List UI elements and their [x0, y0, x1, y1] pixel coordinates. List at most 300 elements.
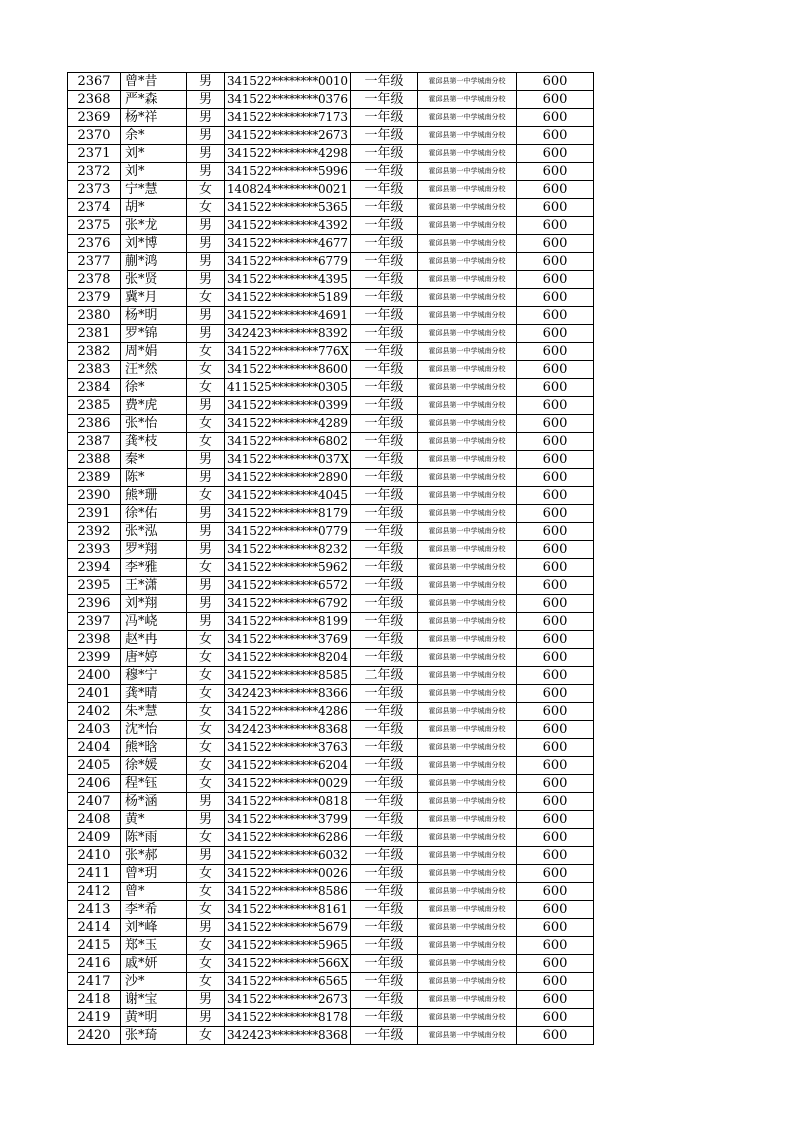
table-row: [68, 469, 594, 487]
table-row: [68, 667, 594, 685]
id-number-cell: 341522********8586: [225, 883, 351, 901]
school-name-cell: 霍邱县第一中学城南分校: [418, 559, 517, 577]
grade-cell: 一年级: [351, 325, 418, 343]
amount-cell: 600: [517, 559, 594, 577]
gender-cell: 男: [187, 451, 225, 469]
id-number-cell: 140824********0021: [225, 181, 351, 199]
row-number-cell: 2387: [68, 433, 121, 451]
id-number-cell: 341522********6204: [225, 757, 351, 775]
table-row: [68, 163, 594, 181]
table-row: [68, 577, 594, 595]
gender-cell: 女: [187, 559, 225, 577]
school-name-cell: 霍邱县第一中学城南分校: [418, 577, 517, 595]
row-number-cell: 2376: [68, 235, 121, 253]
student-name-cell: 杨*祥: [121, 109, 187, 127]
gender-cell: 男: [187, 145, 225, 163]
table-row: [68, 631, 594, 649]
id-number-cell: 341522********8199: [225, 613, 351, 631]
school-name-cell: 霍邱县第一中学城南分校: [418, 703, 517, 721]
grade-cell: 一年级: [351, 595, 418, 613]
school-name-cell: 霍邱县第一中学城南分校: [418, 91, 517, 109]
row-number-cell: 2409: [68, 829, 121, 847]
student-name-cell: 唐*婷: [121, 649, 187, 667]
row-number-cell: 2413: [68, 901, 121, 919]
gender-cell: 女: [187, 865, 225, 883]
grade-cell: 一年级: [351, 109, 418, 127]
row-number-cell: 2389: [68, 469, 121, 487]
school-name-cell: 霍邱县第一中学城南分校: [418, 307, 517, 325]
grade-cell: 一年级: [351, 559, 418, 577]
amount-cell: 600: [517, 91, 594, 109]
school-name-cell: 霍邱县第一中学城南分校: [418, 649, 517, 667]
id-number-cell: 341522********5962: [225, 559, 351, 577]
table-row: [68, 937, 594, 955]
grade-cell: 一年级: [351, 703, 418, 721]
gender-cell: 男: [187, 469, 225, 487]
table-row: [68, 109, 594, 127]
amount-cell: 600: [517, 739, 594, 757]
student-name-cell: 谢*宝: [121, 991, 187, 1009]
row-number-cell: 2382: [68, 343, 121, 361]
amount-cell: 600: [517, 955, 594, 973]
amount-cell: 600: [517, 109, 594, 127]
row-number-cell: 2390: [68, 487, 121, 505]
gender-cell: 女: [187, 721, 225, 739]
amount-cell: 600: [517, 523, 594, 541]
grade-cell: 一年级: [351, 793, 418, 811]
school-name-cell: 霍邱县第一中学城南分校: [418, 721, 517, 739]
id-number-cell: 342423********8392: [225, 325, 351, 343]
table-row: [68, 271, 594, 289]
table-row: [68, 487, 594, 505]
school-name-cell: 霍邱县第一中学城南分校: [418, 667, 517, 685]
grade-cell: 一年级: [351, 811, 418, 829]
student-name-cell: 曾*昔: [121, 73, 187, 91]
student-name-cell: 冀*月: [121, 289, 187, 307]
gender-cell: 女: [187, 631, 225, 649]
row-number-cell: 2394: [68, 559, 121, 577]
school-name-cell: 霍邱县第一中学城南分校: [418, 505, 517, 523]
student-name-cell: 刘*翔: [121, 595, 187, 613]
amount-cell: 600: [517, 343, 594, 361]
student-name-cell: 宁*慧: [121, 181, 187, 199]
student-name-cell: 罗*翔: [121, 541, 187, 559]
amount-cell: 600: [517, 541, 594, 559]
id-number-cell: 341522********0029: [225, 775, 351, 793]
gender-cell: 男: [187, 1009, 225, 1027]
table-row: [68, 919, 594, 937]
school-name-cell: 霍邱县第一中学城南分校: [418, 325, 517, 343]
id-number-cell: 341522********2890: [225, 469, 351, 487]
id-number-cell: 341522********3799: [225, 811, 351, 829]
student-name-cell: 张*郝: [121, 847, 187, 865]
school-name-cell: 霍邱县第一中学城南分校: [418, 973, 517, 991]
grade-cell: 一年级: [351, 307, 418, 325]
student-name-cell: 徐*媛: [121, 757, 187, 775]
student-name-cell: 张*贤: [121, 271, 187, 289]
school-name-cell: 霍邱县第一中学城南分校: [418, 289, 517, 307]
student-name-cell: 刘*峰: [121, 919, 187, 937]
student-subsidy-table: [67, 72, 594, 1045]
student-name-cell: 熊*珊: [121, 487, 187, 505]
amount-cell: 600: [517, 325, 594, 343]
gender-cell: 男: [187, 595, 225, 613]
gender-cell: 男: [187, 919, 225, 937]
row-number-cell: 2399: [68, 649, 121, 667]
student-name-cell: 张*琦: [121, 1027, 187, 1045]
amount-cell: 600: [517, 163, 594, 181]
amount-cell: 600: [517, 505, 594, 523]
gender-cell: 女: [187, 685, 225, 703]
student-name-cell: 李*雅: [121, 559, 187, 577]
grade-cell: 二年级: [351, 667, 418, 685]
grade-cell: 一年级: [351, 163, 418, 181]
amount-cell: 600: [517, 577, 594, 595]
amount-cell: 600: [517, 919, 594, 937]
amount-cell: 600: [517, 757, 594, 775]
gender-cell: 男: [187, 325, 225, 343]
grade-cell: 一年级: [351, 415, 418, 433]
amount-cell: 600: [517, 793, 594, 811]
table-row: [68, 973, 594, 991]
student-name-cell: 刘*: [121, 145, 187, 163]
amount-cell: 600: [517, 289, 594, 307]
school-name-cell: 霍邱县第一中学城南分校: [418, 361, 517, 379]
row-number-cell: 2416: [68, 955, 121, 973]
grade-cell: 一年级: [351, 451, 418, 469]
student-name-cell: 杨*涵: [121, 793, 187, 811]
table-row: [68, 613, 594, 631]
school-name-cell: 霍邱县第一中学城南分校: [418, 991, 517, 1009]
id-number-cell: 341522********4392: [225, 217, 351, 235]
table-row: [68, 991, 594, 1009]
table-row: [68, 343, 594, 361]
gender-cell: 男: [187, 847, 225, 865]
grade-cell: 一年级: [351, 487, 418, 505]
school-name-cell: 霍邱县第一中学城南分校: [418, 415, 517, 433]
row-number-cell: 2396: [68, 595, 121, 613]
school-name-cell: 霍邱县第一中学城南分校: [418, 271, 517, 289]
row-number-cell: 2379: [68, 289, 121, 307]
amount-cell: 600: [517, 865, 594, 883]
table-row: [68, 1027, 594, 1045]
amount-cell: 600: [517, 199, 594, 217]
grade-cell: 一年级: [351, 919, 418, 937]
student-name-cell: 刘*博: [121, 235, 187, 253]
gender-cell: 男: [187, 271, 225, 289]
gender-cell: 男: [187, 505, 225, 523]
student-name-cell: 杨*明: [121, 307, 187, 325]
id-number-cell: 341522********6572: [225, 577, 351, 595]
table-row: [68, 1009, 594, 1027]
amount-cell: 600: [517, 127, 594, 145]
id-number-cell: 341522********6802: [225, 433, 351, 451]
id-number-cell: 341522********4298: [225, 145, 351, 163]
gender-cell: 男: [187, 109, 225, 127]
school-name-cell: 霍邱县第一中学城南分校: [418, 127, 517, 145]
student-name-cell: 李*希: [121, 901, 187, 919]
table-row: [68, 145, 594, 163]
id-number-cell: 341522********776X: [225, 343, 351, 361]
table-row: [68, 127, 594, 145]
grade-cell: 一年级: [351, 739, 418, 757]
table-row: [68, 505, 594, 523]
student-name-cell: 余*: [121, 127, 187, 145]
table-row: [68, 685, 594, 703]
gender-cell: 男: [187, 793, 225, 811]
id-number-cell: 341522********0026: [225, 865, 351, 883]
row-number-cell: 2375: [68, 217, 121, 235]
grade-cell: 一年级: [351, 235, 418, 253]
amount-cell: 600: [517, 307, 594, 325]
table-row: [68, 865, 594, 883]
grade-cell: 一年级: [351, 631, 418, 649]
amount-cell: 600: [517, 811, 594, 829]
school-name-cell: 霍邱县第一中学城南分校: [418, 73, 517, 91]
gender-cell: 女: [187, 955, 225, 973]
grade-cell: 一年级: [351, 271, 418, 289]
amount-cell: 600: [517, 847, 594, 865]
table-row: [68, 559, 594, 577]
grade-cell: 一年级: [351, 91, 418, 109]
school-name-cell: 霍邱县第一中学城南分校: [418, 433, 517, 451]
table-row: [68, 397, 594, 415]
grade-cell: 一年级: [351, 523, 418, 541]
row-number-cell: 2384: [68, 379, 121, 397]
row-number-cell: 2393: [68, 541, 121, 559]
table-row: [68, 793, 594, 811]
id-number-cell: 341522********8585: [225, 667, 351, 685]
amount-cell: 600: [517, 991, 594, 1009]
id-number-cell: 342423********8366: [225, 685, 351, 703]
grade-cell: 一年级: [351, 505, 418, 523]
row-number-cell: 2378: [68, 271, 121, 289]
row-number-cell: 2391: [68, 505, 121, 523]
table-row: [68, 253, 594, 271]
amount-cell: 600: [517, 721, 594, 739]
grade-cell: 一年级: [351, 379, 418, 397]
gender-cell: 女: [187, 415, 225, 433]
id-number-cell: 341522********8179: [225, 505, 351, 523]
amount-cell: 600: [517, 883, 594, 901]
grade-cell: 一年级: [351, 289, 418, 307]
table-row: [68, 307, 594, 325]
student-name-cell: 黄*: [121, 811, 187, 829]
gender-cell: 男: [187, 577, 225, 595]
table-row: [68, 739, 594, 757]
gender-cell: 男: [187, 73, 225, 91]
student-name-cell: 熊*晗: [121, 739, 187, 757]
grade-cell: 一年级: [351, 127, 418, 145]
id-number-cell: 341522********0010: [225, 73, 351, 91]
row-number-cell: 2403: [68, 721, 121, 739]
amount-cell: 600: [517, 901, 594, 919]
amount-cell: 600: [517, 415, 594, 433]
grade-cell: 一年级: [351, 775, 418, 793]
school-name-cell: 霍邱县第一中学城南分校: [418, 217, 517, 235]
row-number-cell: 2377: [68, 253, 121, 271]
student-name-cell: 张*龙: [121, 217, 187, 235]
student-name-cell: 严*森: [121, 91, 187, 109]
table-row: [68, 181, 594, 199]
grade-cell: 一年级: [351, 757, 418, 775]
row-number-cell: 2406: [68, 775, 121, 793]
student-name-cell: 张*怡: [121, 415, 187, 433]
gender-cell: 女: [187, 883, 225, 901]
school-name-cell: 霍邱县第一中学城南分校: [418, 163, 517, 181]
student-name-cell: 郑*玉: [121, 937, 187, 955]
student-name-cell: 王*潇: [121, 577, 187, 595]
gender-cell: 女: [187, 703, 225, 721]
id-number-cell: 341522********5189: [225, 289, 351, 307]
id-number-cell: 341522********6032: [225, 847, 351, 865]
student-name-cell: 汪*然: [121, 361, 187, 379]
school-name-cell: 霍邱县第一中学城南分校: [418, 829, 517, 847]
school-name-cell: 霍邱县第一中学城南分校: [418, 1009, 517, 1027]
row-number-cell: 2405: [68, 757, 121, 775]
grade-cell: 一年级: [351, 361, 418, 379]
gender-cell: 男: [187, 397, 225, 415]
table-row: [68, 415, 594, 433]
grade-cell: 一年级: [351, 199, 418, 217]
row-number-cell: 2414: [68, 919, 121, 937]
row-number-cell: 2400: [68, 667, 121, 685]
school-name-cell: 霍邱县第一中学城南分校: [418, 865, 517, 883]
gender-cell: 男: [187, 235, 225, 253]
row-number-cell: 2411: [68, 865, 121, 883]
row-number-cell: 2408: [68, 811, 121, 829]
grade-cell: 一年级: [351, 685, 418, 703]
grade-cell: 一年级: [351, 955, 418, 973]
row-number-cell: 2386: [68, 415, 121, 433]
grade-cell: 一年级: [351, 901, 418, 919]
school-name-cell: 霍邱县第一中学城南分校: [418, 955, 517, 973]
amount-cell: 600: [517, 685, 594, 703]
school-name-cell: 霍邱县第一中学城南分校: [418, 1027, 517, 1045]
school-name-cell: 霍邱县第一中学城南分校: [418, 919, 517, 937]
row-number-cell: 2380: [68, 307, 121, 325]
school-name-cell: 霍邱县第一中学城南分校: [418, 379, 517, 397]
amount-cell: 600: [517, 487, 594, 505]
gender-cell: 男: [187, 253, 225, 271]
table-row: [68, 757, 594, 775]
school-name-cell: 霍邱县第一中学城南分校: [418, 847, 517, 865]
grade-cell: 一年级: [351, 829, 418, 847]
table-row: [68, 541, 594, 559]
row-number-cell: 2368: [68, 91, 121, 109]
table-row: [68, 703, 594, 721]
gender-cell: 男: [187, 613, 225, 631]
amount-cell: 600: [517, 595, 594, 613]
grade-cell: 一年级: [351, 217, 418, 235]
table-row: [68, 289, 594, 307]
id-number-cell: 341522********0779: [225, 523, 351, 541]
amount-cell: 600: [517, 631, 594, 649]
grade-cell: 一年级: [351, 973, 418, 991]
row-number-cell: 2420: [68, 1027, 121, 1045]
grade-cell: 一年级: [351, 469, 418, 487]
grade-cell: 一年级: [351, 577, 418, 595]
school-name-cell: 霍邱县第一中学城南分校: [418, 469, 517, 487]
school-name-cell: 霍邱县第一中学城南分校: [418, 775, 517, 793]
school-name-cell: 霍邱县第一中学城南分校: [418, 109, 517, 127]
id-number-cell: 341522********8600: [225, 361, 351, 379]
school-name-cell: 霍邱县第一中学城南分校: [418, 631, 517, 649]
student-name-cell: 黄*明: [121, 1009, 187, 1027]
school-name-cell: 霍邱县第一中学城南分校: [418, 397, 517, 415]
id-number-cell: 341522********6779: [225, 253, 351, 271]
school-name-cell: 霍邱县第一中学城南分校: [418, 451, 517, 469]
row-number-cell: 2369: [68, 109, 121, 127]
table-row: [68, 847, 594, 865]
id-number-cell: 341522********8161: [225, 901, 351, 919]
gender-cell: 女: [187, 343, 225, 361]
gender-cell: 女: [187, 1027, 225, 1045]
student-name-cell: 沈*怡: [121, 721, 187, 739]
amount-cell: 600: [517, 1027, 594, 1045]
id-number-cell: 342423********8368: [225, 1027, 351, 1045]
gender-cell: 女: [187, 433, 225, 451]
id-number-cell: 341522********4045: [225, 487, 351, 505]
grade-cell: 一年级: [351, 883, 418, 901]
school-name-cell: 霍邱县第一中学城南分校: [418, 685, 517, 703]
amount-cell: 600: [517, 433, 594, 451]
gender-cell: 男: [187, 163, 225, 181]
student-name-cell: 冯*峣: [121, 613, 187, 631]
row-number-cell: 2415: [68, 937, 121, 955]
id-number-cell: 341522********0818: [225, 793, 351, 811]
grade-cell: 一年级: [351, 865, 418, 883]
grade-cell: 一年级: [351, 541, 418, 559]
school-name-cell: 霍邱县第一中学城南分校: [418, 793, 517, 811]
amount-cell: 600: [517, 973, 594, 991]
row-number-cell: 2407: [68, 793, 121, 811]
grade-cell: 一年级: [351, 181, 418, 199]
gender-cell: 女: [187, 937, 225, 955]
table-row: [68, 91, 594, 109]
table-row: [68, 433, 594, 451]
table-row: [68, 235, 594, 253]
id-number-cell: 341522********5996: [225, 163, 351, 181]
id-number-cell: 341522********4289: [225, 415, 351, 433]
amount-cell: 600: [517, 181, 594, 199]
amount-cell: 600: [517, 613, 594, 631]
gender-cell: 女: [187, 289, 225, 307]
amount-cell: 600: [517, 469, 594, 487]
gender-cell: 女: [187, 775, 225, 793]
gender-cell: 女: [187, 181, 225, 199]
student-name-cell: 徐*: [121, 379, 187, 397]
student-name-cell: 曾*: [121, 883, 187, 901]
table-row: [68, 217, 594, 235]
table-row: [68, 721, 594, 739]
student-name-cell: 刘*: [121, 163, 187, 181]
row-number-cell: 2404: [68, 739, 121, 757]
row-number-cell: 2371: [68, 145, 121, 163]
id-number-cell: 341522********5965: [225, 937, 351, 955]
amount-cell: 600: [517, 667, 594, 685]
gender-cell: 男: [187, 307, 225, 325]
gender-cell: 女: [187, 487, 225, 505]
id-number-cell: 341522********566X: [225, 955, 351, 973]
id-number-cell: 341522********5679: [225, 919, 351, 937]
table-row: [68, 379, 594, 397]
id-number-cell: 341522********5365: [225, 199, 351, 217]
amount-cell: 600: [517, 73, 594, 91]
table-row: [68, 523, 594, 541]
school-name-cell: 霍邱县第一中学城南分校: [418, 235, 517, 253]
student-name-cell: 赵*冉: [121, 631, 187, 649]
